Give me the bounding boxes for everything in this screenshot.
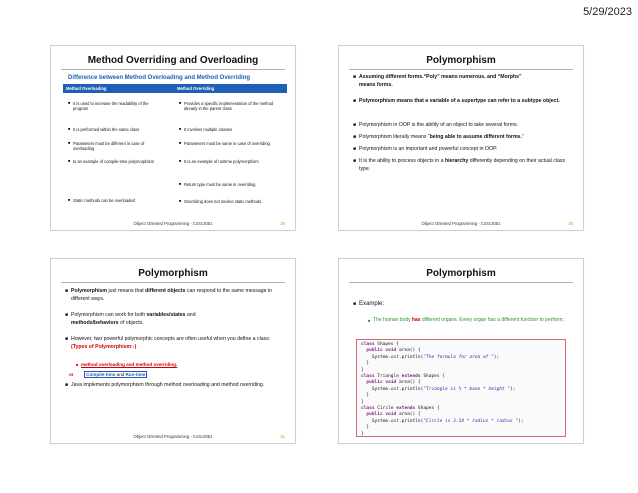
bullet-icon: ■ — [179, 182, 182, 186]
code-line: System.out.println("The formula for area of "); — [361, 354, 500, 360]
compile-time-label: Compile-time — [86, 372, 116, 377]
bullet-example — [353, 301, 573, 309]
bullet-icon: ■ — [353, 74, 357, 80]
table-cell — [179, 127, 284, 132]
bullet-literally — [353, 134, 573, 142]
and-label: and — [115, 372, 126, 377]
bullet-icon: ■ — [65, 336, 69, 342]
slide-footer: Object Oriented Programming - CoSc2051 — [133, 434, 213, 439]
code-line: } — [361, 399, 364, 405]
slide-footer: Object Oriented Programming - CoSc2051 — [421, 221, 501, 226]
table-cell — [179, 182, 284, 187]
bullet-icon: ■ — [353, 158, 357, 164]
bullet-text: It is the ability to process objects in a — [359, 158, 445, 164]
sub-bullet-text: The human body — [373, 317, 412, 323]
bullet-text: just means that — [107, 288, 146, 294]
code-line: } — [361, 393, 370, 399]
slide-footer: Object Oriented Programming - CoSc2051 — [133, 221, 213, 226]
code-line: class Triangle extends Shapes { — [361, 374, 445, 380]
bullet-variables-methods — [65, 312, 285, 328]
bullet-text: (Types of Polymorphism:-) — [71, 343, 137, 350]
bullet-text: differently depending on their actual class type. — [359, 158, 566, 172]
cell-text: It is used to increase the readability of the program — [73, 101, 149, 112]
cell-text: Parameters must be different in case of overloading — [73, 141, 145, 152]
table-cell — [68, 101, 161, 112]
code-line: System.out.println("Circle is 3.14 * radius * radius "); — [361, 418, 524, 424]
bullet-text: However, two powerful polymorphic concepts are often useful when you define a class: — [71, 336, 271, 342]
code-line: System.out.println("Triangle is ½ * base * height "); — [361, 386, 516, 392]
code-line: } — [361, 425, 370, 431]
cell-text: Is an example of compile-time polymorphism — [73, 159, 154, 164]
table-cell — [179, 141, 284, 146]
bullet-icon: ■ — [353, 98, 357, 104]
code-line: public void area() { — [366, 412, 421, 418]
slide-title: Polymorphism — [426, 268, 496, 279]
slide-title: Polymorphism — [426, 55, 496, 66]
code-line: public void area() { — [366, 348, 421, 354]
code-line: class Shapes { — [361, 342, 399, 347]
bullet-icon: ■ — [179, 199, 182, 203]
cell-text: Static methods can be overloaded — [73, 198, 135, 203]
bullet-icon: ■ — [179, 141, 182, 145]
code-line: class Circle extends Shapes { — [361, 406, 440, 412]
bullet-assuming-forms — [353, 74, 573, 90]
bullet-text: methods/behaviors — [71, 319, 119, 326]
column-header-overloading: Method Overloading — [66, 86, 107, 91]
bullet-text: of objects. — [118, 319, 144, 326]
page-number: 30 — [568, 221, 573, 226]
code-line: public void area() { — [366, 380, 421, 386]
code-line: } — [361, 431, 364, 437]
bullet-text: Polymorphism in OOP is the ability of an object to take several forms. — [359, 122, 519, 128]
page-number: 29 — [280, 221, 285, 226]
bullet-icon: ■ — [68, 159, 71, 163]
bullet-supertype — [353, 98, 573, 106]
title-divider — [61, 69, 285, 70]
bullet-icon: ■ — [353, 122, 357, 128]
cell-text: Overriding does not involve static methods. — [184, 199, 263, 204]
run-time-label: Run-time — [125, 372, 146, 377]
table-cell — [179, 159, 284, 164]
cell-text: It is performed within the same class — [73, 127, 140, 132]
bullet-icon: ■ — [65, 312, 69, 318]
bullet-text: can respond to the same message in different ways. — [71, 288, 272, 302]
bullet-two-concepts — [65, 336, 285, 352]
bullet-text: and — [185, 312, 196, 318]
cell-text: It involves multiple classes — [184, 127, 233, 132]
bullet-icon: ■ — [353, 134, 357, 140]
bullet-text: “Morphs” — [497, 74, 522, 80]
bullet-important — [353, 146, 573, 154]
bullet-icon: ■ — [353, 146, 357, 152]
code-line: } — [361, 361, 370, 367]
column-header-overriding: Method Overriding — [177, 86, 215, 91]
bullet-different-objects — [65, 288, 285, 304]
sub-bullet-text: different organs. Every organ has a different function to perform; — [420, 317, 564, 323]
bullet-icon: ■ — [65, 288, 69, 294]
slide-subtitle: Difference between Method Overloading and Method Overriding — [68, 75, 251, 81]
slide-title: Method Overriding and Overloading — [87, 55, 259, 66]
table-cell — [179, 199, 284, 204]
table-cell — [68, 127, 161, 132]
bullet-text: hierarchy — [444, 158, 469, 164]
title-divider — [349, 282, 573, 283]
bullet-icon: ■ — [65, 382, 69, 388]
table-cell — [68, 198, 161, 203]
slide-30[interactable] — [338, 45, 584, 231]
slide-32[interactable] — [338, 258, 584, 444]
bullet-java-implements — [65, 382, 285, 390]
bullet-icon: ■ — [68, 127, 71, 131]
bullet-icon: ■ — [76, 362, 79, 367]
bullet-text: Polymorphism is an important and powerful concept in OOP. — [359, 146, 498, 152]
bullet-text: ” — [521, 134, 524, 140]
slide-title: Polymorphism — [138, 268, 208, 279]
bullet-text: Polymorphism — [71, 288, 108, 294]
slide-31[interactable] — [50, 258, 296, 444]
bullet-icon: ■ — [179, 101, 182, 105]
bullet-text: Example: — [359, 301, 385, 307]
bullet-icon: ■ — [68, 101, 71, 105]
table-cell — [68, 141, 161, 152]
bullet-icon: ■ — [368, 318, 371, 323]
page-number: 31 — [280, 434, 285, 439]
bullet-several-forms — [353, 122, 573, 130]
sub-bullet-overloading-overriding — [76, 362, 281, 369]
bullet-text: Polymorphism can work for both — [71, 312, 147, 318]
bullet-text: variables/states — [146, 312, 186, 318]
bullet-icon: ■ — [179, 159, 182, 163]
bullet-icon: ■ — [68, 141, 71, 145]
bullet-text: Assuming different forms. — [359, 74, 424, 80]
bullet-text: Polymorphism literally means “ — [359, 134, 430, 140]
compile-run-box — [84, 371, 147, 378]
cell-text: Parameters must be same in case of overriding — [184, 141, 270, 146]
compile-run-time-line — [69, 372, 269, 379]
sub-bullet-text: has — [411, 317, 421, 323]
bullet-text: “Poly” — [423, 74, 440, 80]
bullet-hierarchy — [353, 158, 573, 174]
title-divider — [61, 282, 285, 283]
sub-bullet-text: method overloading and method overriding. — [81, 362, 178, 367]
code-block — [356, 339, 566, 437]
cell-text: Return type must be same in overriding — [184, 182, 256, 187]
cell-text: It is an example of runtime polymorphism — [184, 159, 259, 164]
title-divider — [349, 69, 573, 70]
bullet-icon: ■ — [68, 198, 71, 202]
bullet-text: means numerous, and — [439, 74, 498, 80]
bullet-text: means forms. — [359, 81, 393, 88]
bullet-icon: ■ — [353, 301, 357, 307]
date-label: 5/29/2023 — [583, 6, 632, 18]
code-line: } — [361, 367, 364, 373]
table-cell — [179, 101, 284, 112]
sub-bullet-human-body — [368, 316, 573, 325]
table-cell — [68, 159, 161, 164]
cell-text: Provides a specific implementation of the method already in the parent class — [184, 101, 274, 112]
bullet-text: Polymorphism means that a variable of a supertype can refer to a subtype object. — [359, 98, 560, 104]
or-label: or — [69, 372, 74, 377]
bullet-text: Java implements polymorphism through method overloading and method overriding. — [71, 382, 265, 388]
table-header — [63, 84, 287, 93]
bullet-text: different objects — [145, 288, 186, 294]
slide-29[interactable] — [50, 45, 296, 231]
bullet-icon: ■ — [179, 127, 182, 131]
bullet-text: being able to assume different forms. — [429, 134, 522, 140]
